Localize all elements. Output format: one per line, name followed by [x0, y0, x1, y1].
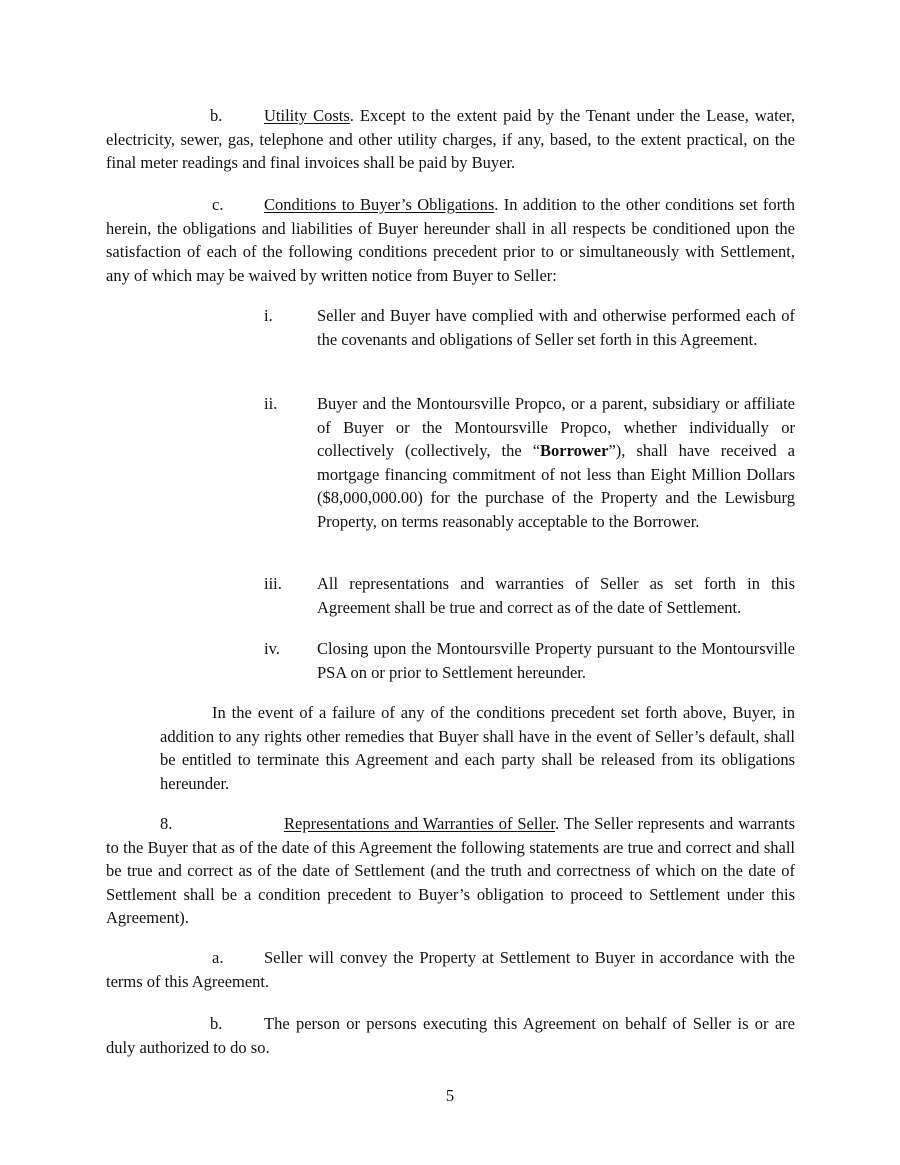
condition-item	[264, 304, 795, 351]
section-text: . Except to the extent paid by the Tenant under the Lease, water, electricity, sewer, gas, telephone and other utility charges, if any, based, to the extent practical, on the final meter readings and final invoices shall be paid by Buyer.	[106, 106, 795, 172]
condition-item	[264, 572, 795, 619]
item-text: Seller and Buyer have complied with and otherwise performed each of the covenants and obligations of Seller set forth in this Agreement.	[317, 306, 795, 349]
section-text: Seller will convey the Property at Settlement to Buyer in accordance with the terms of this Agreement.	[106, 948, 795, 991]
item-number: i.	[264, 306, 273, 325]
page-number: 5	[445, 1086, 455, 1105]
section-label: a.	[212, 948, 224, 967]
section-heading: Utility Costs	[264, 106, 350, 125]
condition-item	[264, 392, 795, 533]
item-text: All representations and warranties of Seller as set forth in this Agreement shall be true and correct as of the date of Settlement.	[317, 574, 795, 617]
item-text: Buyer and the Montoursville Propco, or a parent, subsidiary or affiliate of Buyer or the Montoursville Propco, whether individually or collectively (collectively, the “Borrower”), shall have received a mortgage financing commitment of not less than Eight Million Dollars ($8,000,000.00) for the purchase of the Property and the Lewisburg Property, on terms reasonably acceptable to the Borrower.	[317, 394, 795, 531]
section-label: b.	[210, 1014, 223, 1033]
section-heading: Representations and Warranties of Seller	[284, 814, 555, 833]
item-text: Closing upon the Montoursville Property pursuant to the Montoursville PSA on or prior to Settlement hereunder.	[317, 639, 795, 682]
section-text: . In addition to the other conditions set forth herein, the obligations and liabilities of Buyer hereunder shall in all respects be conditioned upon the satisfaction of each of the following conditions precedent prior to or simultaneously with Settlement, any of which may be waived by written notice from Buyer to Seller:	[106, 195, 796, 285]
condition-item	[264, 637, 795, 684]
item-number: ii.	[264, 394, 278, 413]
item-number: iii.	[264, 574, 282, 593]
section-label: b.	[210, 106, 223, 125]
representations-paragraph	[106, 812, 795, 930]
utility-costs-paragraph	[106, 104, 795, 175]
failure-paragraph: In the event of a failure of any of the conditions precedent set forth above, Buyer, in addition to any rights other remedies that Buyer shall have in the event of Seller’s default, shall be entitled to terminate this Agreement and each party shall be released from its obligations hereunder.	[160, 703, 795, 793]
section-heading: Conditions to Buyer’s Obligations	[264, 195, 495, 214]
borrower-term: Borrower	[540, 441, 609, 460]
conditions-paragraph	[106, 193, 795, 287]
representation-b-paragraph	[106, 1012, 795, 1059]
section-text: . The Seller represents and warrants to the Buyer that as of the date of this Agreement the following statements are true and correct and shall be true and correct as of the date of Settlement (and the truth and correctness of which on the date of Settlement shall be a condition precedent to Buyer’s obligation to proceed to Settlement under this Agreement).	[106, 814, 796, 927]
representation-a-paragraph	[106, 946, 795, 993]
item-number: iv.	[264, 639, 280, 658]
section-text: The person or persons executing this Agreement on behalf of Seller is or are duly authorized to do so.	[106, 1014, 795, 1057]
section-label: 8.	[160, 814, 173, 833]
section-label: c.	[212, 195, 224, 214]
